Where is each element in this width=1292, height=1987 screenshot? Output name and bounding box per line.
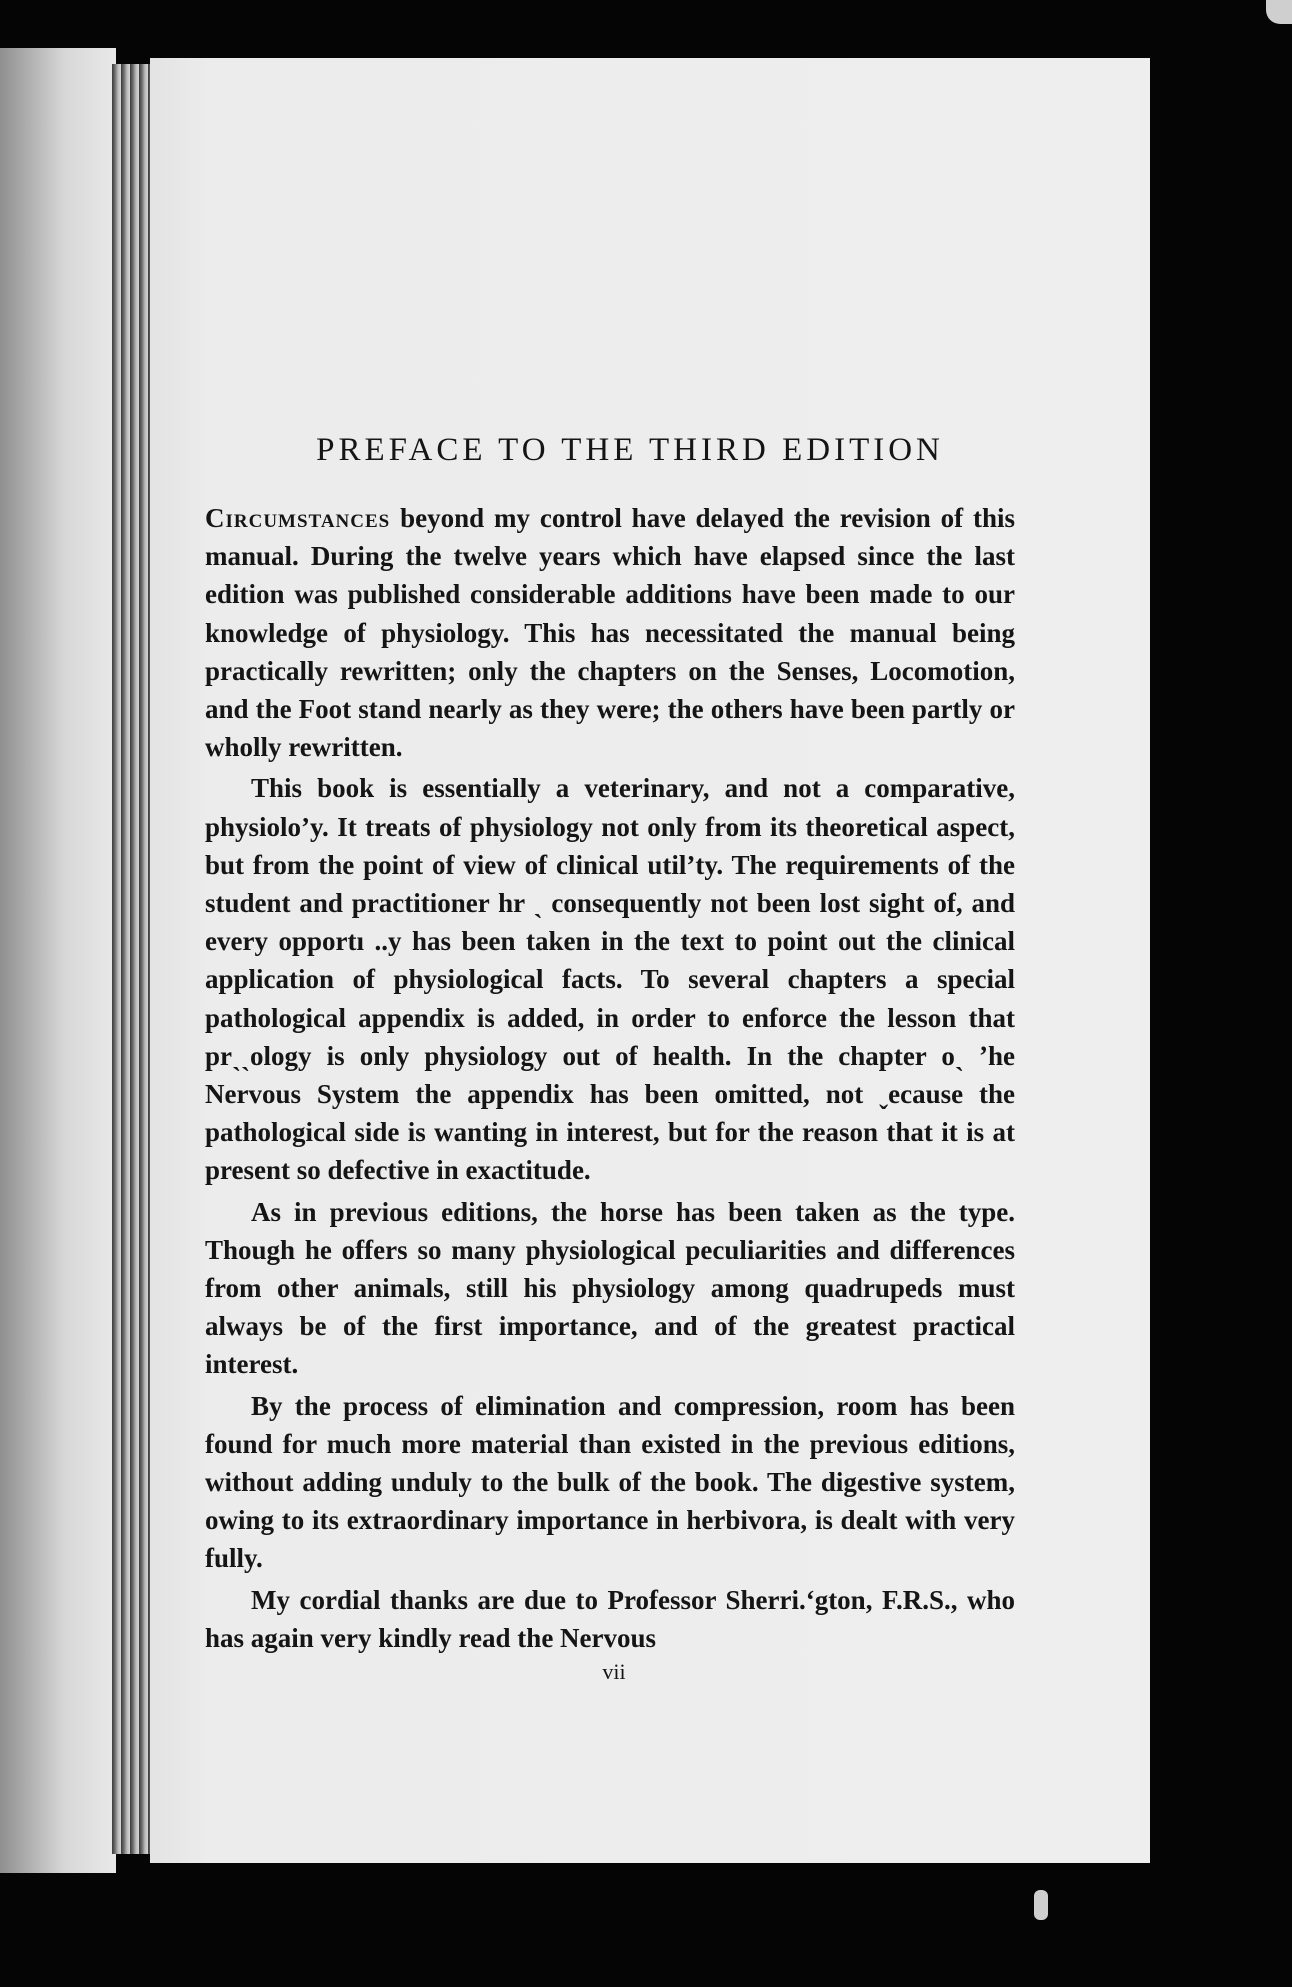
paragraph-5: My cordial thanks are due to Professor Sherri.ʻgton, F.R.S., who has again very kindly read the Nervous (205, 1584, 1015, 1653)
page-content (205, 432, 1015, 1685)
preface-heading: PREFACE TO THE THIRD EDITION (316, 432, 944, 468)
paragraph-3: As in previous editions, the horse has been taken as the type. Though he offers so many physiological peculiarities and differences from other animals, still his physiology among quadrupeds must always be of the first importance, and of the greatest practical interest. (205, 1196, 1015, 1380)
scan-artifact-bottom (1034, 1890, 1048, 1920)
paragraph-2: This book is essentially a veterinary, and not a comparative, physiolo’y. It treats of physiology not only from its theoretical aspect, but from the point of view of clinical util’ty. The requirements of the student and practitioner hr ˎ consequently not been lost sight of, and every opportı ..y has been taken in the text to point out the clinical application of physiological facts. To several chapters a special pathological appendix is added, in order to enforce the lesson that prˎˎology is only physiology out of health. In the chapter oˎ ʼhe Nervous System the appendix has been omitted, not ˬecause the pathological side is wanting in interest, but for the reason that it is at present so defective in exactitude. (205, 773, 1015, 1186)
paragraph-1-lead: Circumstances (205, 503, 391, 533)
page-number: vii (602, 1659, 626, 1685)
paragraph-4: By the process of elimination and compression, room has been found for much more material than existed in the previous editions, without adding unduly to the bulk of the book. The digestive system, owing to its extraordinary importance in herbivora, is dealt with very fully. (205, 1390, 1015, 1574)
paragraph-1 (205, 499, 1015, 766)
paragraph-1-text: beyond my control have delayed the revision of this manual. During the twelve years which have elapsed since the last edition was published considerable additions have been made to our knowledge of physiology. This has necessitated the manual being practically rewritten; only the chapters on the Senses, Locomotion, and the Foot stand nearly as they were; the others have been partly or wholly rewritten. (205, 503, 1015, 763)
facing-page (0, 48, 116, 1873)
scan-artifact-top (1266, 0, 1292, 24)
